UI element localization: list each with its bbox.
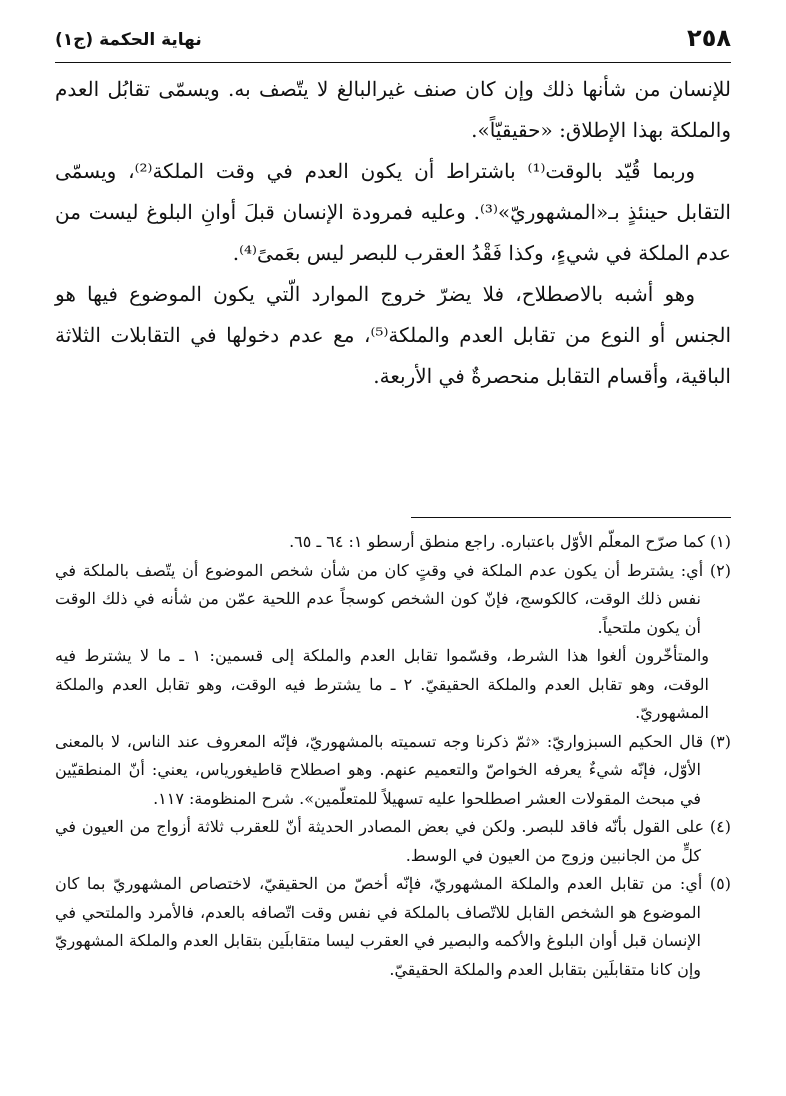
paragraph: للإنسان من شأنها ذلك وإن كان صنف غيرالبالغ لا يتّصف به. ويسمّى تقابُل العدم والملكة بهذا الإطلاق: «حقيقيّاً». [55,77,731,142]
footnote: (٤) على القول بأنّه فاقد للبصر. ولكن في بعض المصادر الحديثة أنّ للعقرب ثلاثة أزواج من العيون في كلٍّ من الجانبين وزوج من العيون في الوسط. [55,817,731,865]
footnotes [55,528,731,984]
footnote: (٢) أي: يشترط أن يكون عدم الملكة في وقتٍ كان من شأن شخص الموضوع أن يتّصف بالملكة في نفس ذلك الوقت، كالكوسج، فإنّ كون الشخص كوسجاً عدم اللحية عمّن من شأنه في ذلك الوقت أن يكون ملتحياً. [55,560,731,637]
footnote: (٣) قال الحكيم السبزواريّ: «ثمّ ذكرنا وجه تسميته بالمشهوريّ، فإنّه المعروف عند الناس، لا بالمعنى الأوّل، فإنّه شيءٌ يعرفه الخواصّ والتعميم عنهم. وهو اصطلاح قاطيغورياس، يعني: أنّ المنطقيّين في مبحث المقولات العشر اصطلحوا عليه تسهيلاً للمتعلّمين». شرح المنظومة: ١١٧. [55,731,731,808]
paragraph: وربما قُيّد بالوقت⁽¹⁾ باشتراط أن يكون العدم في وقت الملكة⁽²⁾، ويسمّى التقابل حينئذٍ بـ«المشهوريّ»⁽³⁾. وعليه فمرودة الإنسان قبلَ أوانِ البلوغ ليست من عدم الملكة في شيءٍ، وكذا فَقْدُ العقرب للبصر ليس بعَمىً⁽⁴⁾. [55,159,731,265]
running-title: نهاية الحكمة (ج١) [55,30,202,50]
footnote-divider [411,517,731,518]
document-page [55,24,731,984]
main-text [55,69,731,397]
page-header [55,24,731,62]
footnote: (٥) أي: من تقابل العدم والملكة المشهوريّ، فإنّه أخصّ من الحقيقيّ، لاختصاص المشهوريّ بما كان الموضوع هو الشخص القابل للاتّصاف بالملكة في نفس وقت اتّصافه بالعدم، فالأمرد والملتحي في الإنسان قبل أوان البلوغ والأكمه والبصير في العقرب ليسا متقابلَين بتقابل العدم والملكة المشهوريّ وإن كانا متقابلَين بتقابل العدم والملكة الحقيقيّ. [55,874,731,979]
paragraph: وهو أشبه بالاصطلاح، فلا يضرّ خروج الموارد الّتي يكون الموضوع فيها هو الجنس أو النوع من تقابل العدم والملكة⁽⁵⁾، مع عدم دخولها في التقابلات الثلاثة الباقية، وأقسام التقابل منحصرةٌ في الأربعة. [55,282,731,388]
footnote-continuation: والمتأخّرون ألغوا هذا الشرط، وقسّموا تقابل العدم والملكة إلى قسمين: ١ ـ ما لا يشترط فيه الوقت، وهو تقابل العدم والملكة الحقيقيّ. ٢ ـ ما يشترط فيه الوقت، وهو تقابل العدم والملكة المشهوريّ. [55,646,710,722]
footnote: (١) كما صرّح المعلّم الأوّل باعتباره. راجع منطق أرسطو ١: ٦٤ ـ ٦٥. [289,532,731,551]
header-divider [55,62,731,63]
page-number: ٢٥٨ [687,24,731,52]
